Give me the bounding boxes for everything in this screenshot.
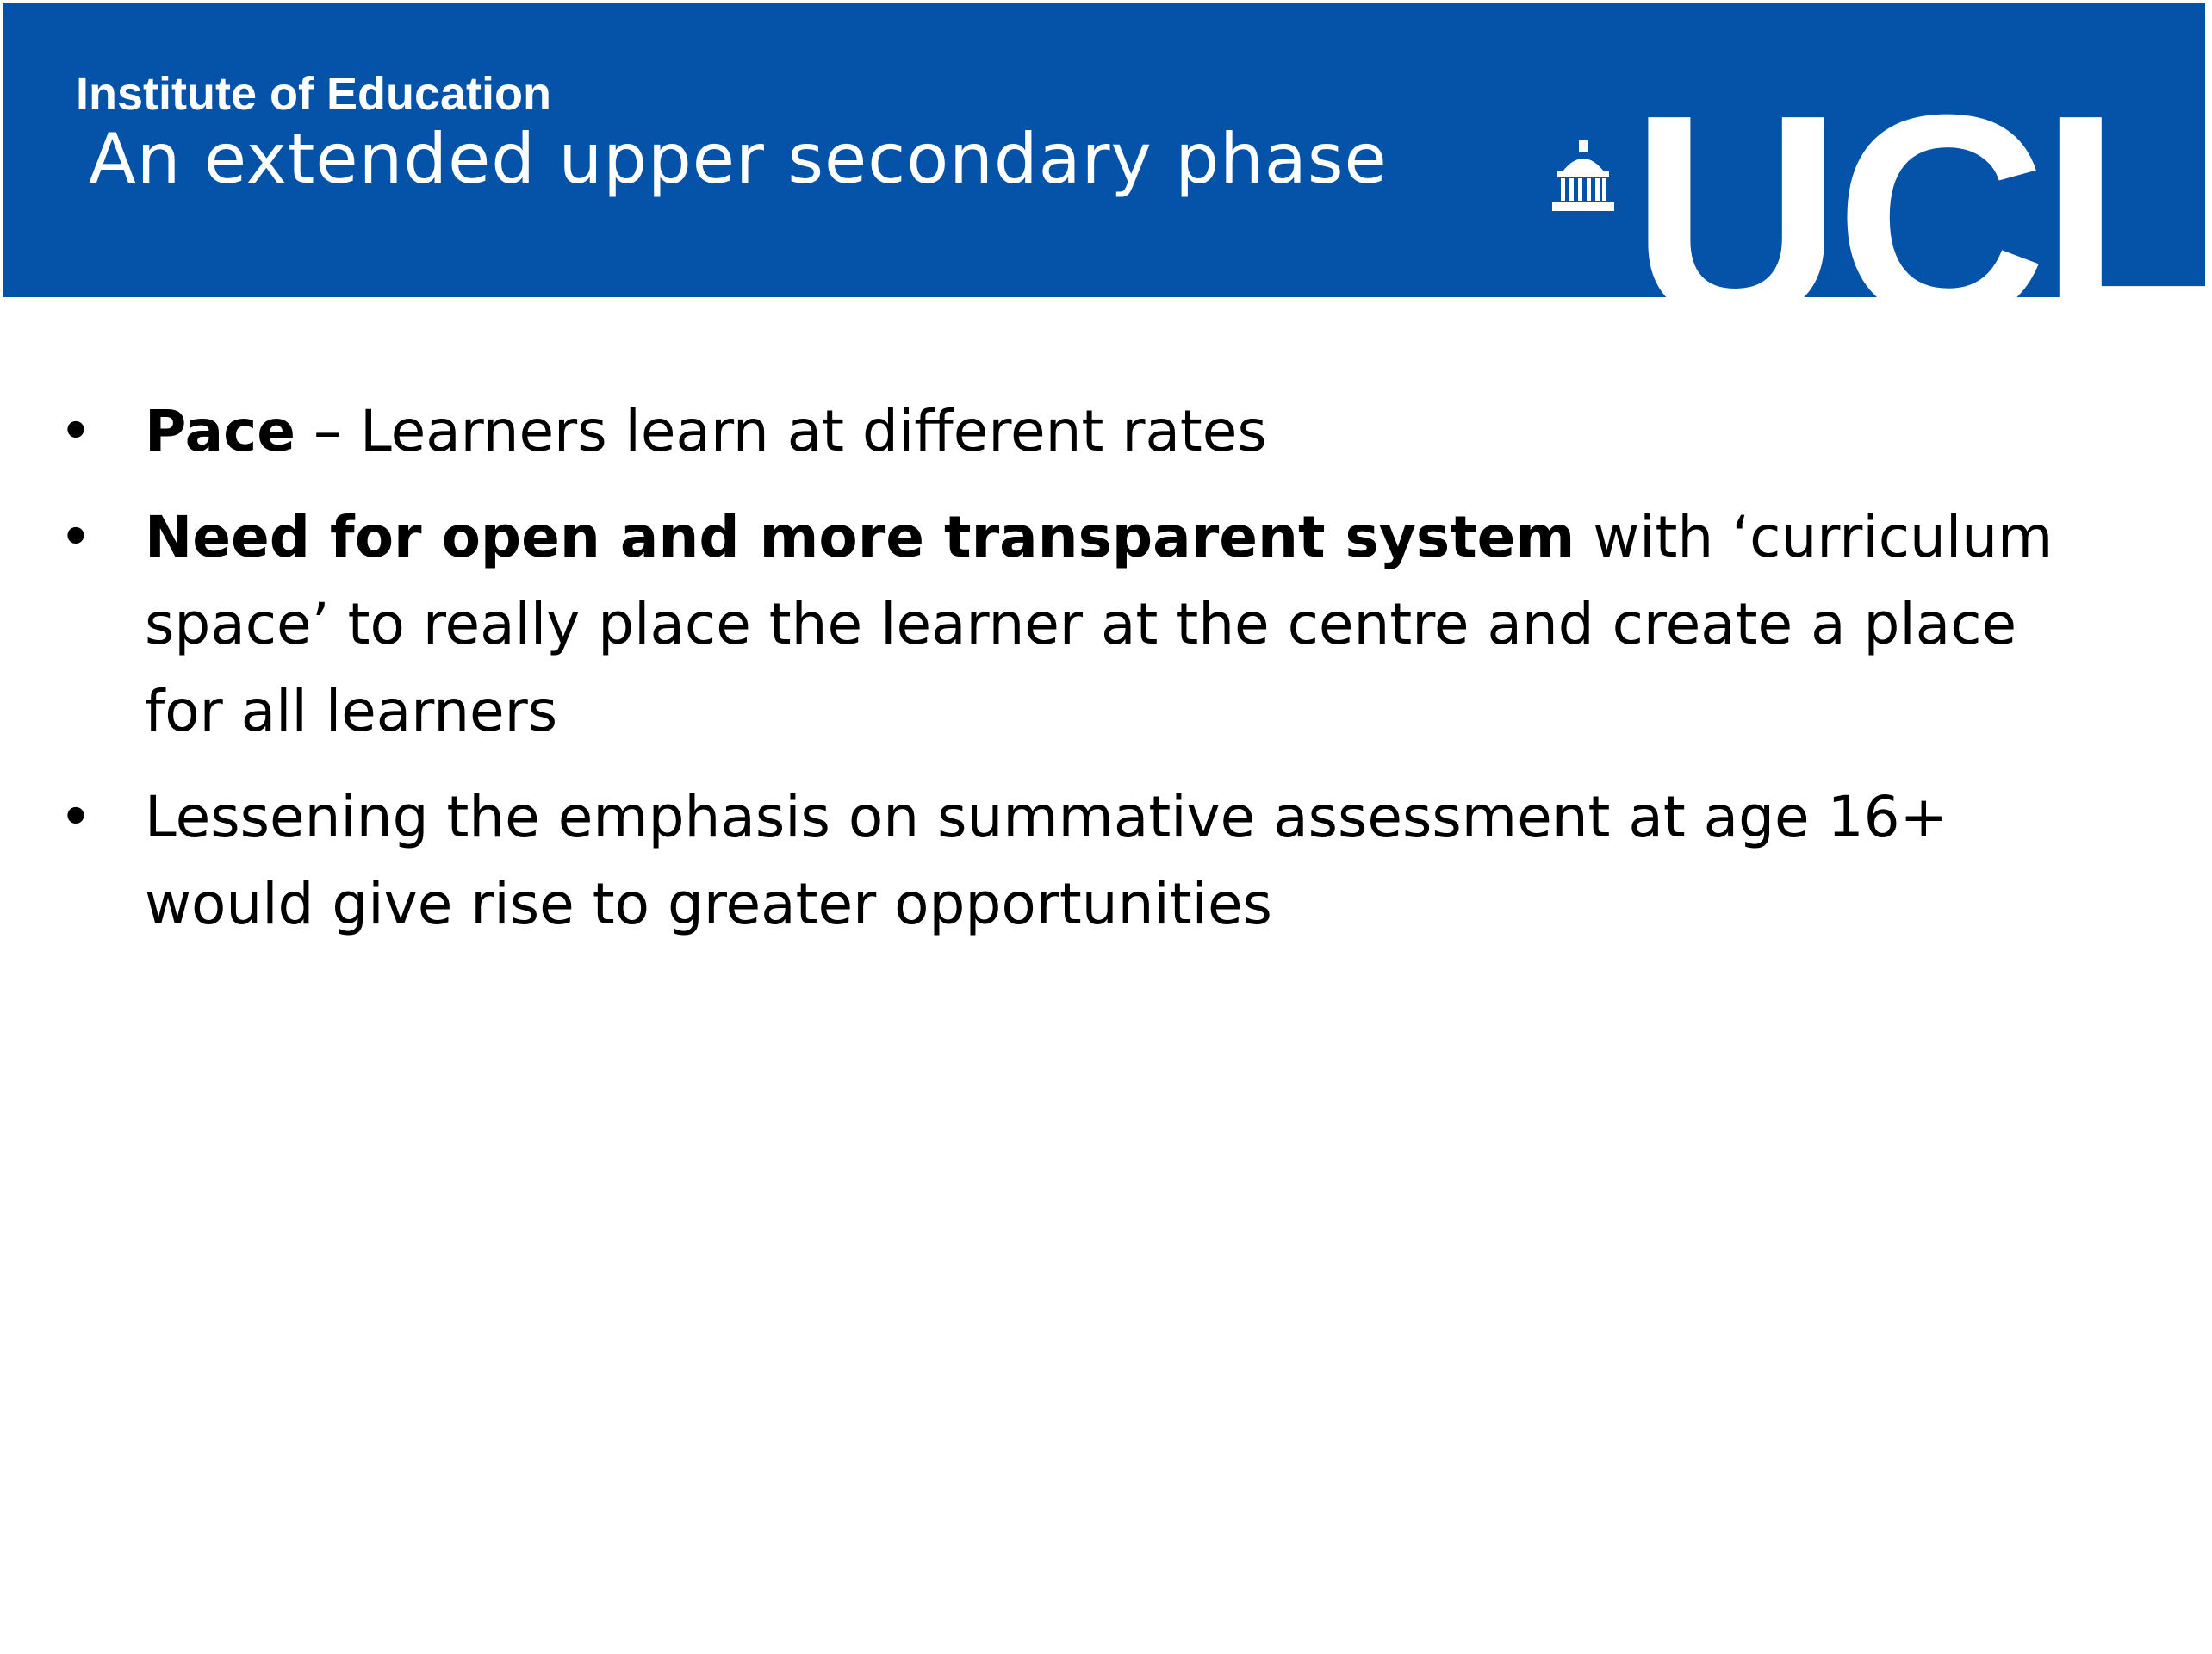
bullet-dot: • (59, 398, 93, 464)
ucl-logo-text: UCL (1631, 54, 2212, 382)
bullet-bold-text: Pace (145, 398, 296, 464)
slide-header (3, 3, 2212, 382)
bullet-item (59, 494, 2109, 755)
bullet-list (59, 388, 2109, 967)
bullet-text: Lessening the emphasis on summative assessment at age 16+ would give rise to greater opportunities (145, 784, 1948, 937)
bullet-dot: • (59, 504, 93, 570)
bullet-dot: • (59, 784, 93, 850)
bullet-item (59, 388, 2109, 475)
bullet-bold-text: Need for open and more transparent system (145, 504, 1575, 570)
institute-label: Institute of Education (76, 68, 551, 120)
bullet-item (59, 774, 2109, 948)
slide-title: An extended upper secondary phase (89, 119, 1388, 199)
bullet-text: – Learners learn at different rates (295, 398, 1267, 464)
ucl-logo (1631, 54, 2212, 382)
portico-icon (1549, 140, 1618, 215)
bullet-text: with ‘curriculum space’ to really place the learner at the centre and create a place for all learners (145, 504, 2054, 744)
